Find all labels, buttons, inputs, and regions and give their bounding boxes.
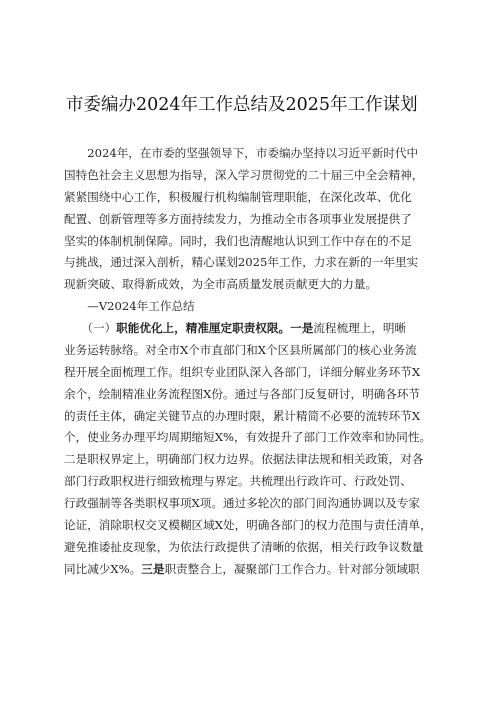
body-line: 余个，绘制精准业务流程图X份。通过与各部门反复研讨，明确各环节	[64, 386, 421, 401]
body-line: 部门行政职权进行细致梳理与界定。共梳理出行政许可、行政处罚、	[64, 474, 412, 489]
body-line: 论证，消除职权交叉模糊区域X处，明确各部门的权力范围与责任清单，	[64, 518, 432, 533]
last-line-rest: 职责整合上，凝聚部门工作合力。针对部分领域职	[164, 561, 420, 576]
section-heading	[64, 296, 444, 318]
sub-heading-bold: 职能优化上，精准厘定职责权限。	[116, 321, 291, 335]
body-line: 二是职权界定上，明确部门权力边界。依据法律法规和相关政策，对各	[64, 452, 424, 467]
body-line: 个，使业务办理平均周期缩短X%，有效提升了部门工作效率和协同性。	[64, 430, 432, 445]
sub-heading-lead: （一）	[64, 321, 117, 335]
body-line: 避免推诿扯皮现象，为依法行政提供了清晰的依据，相关行政争议数量	[64, 539, 424, 554]
intro-line: 与挑战，通过深入剖析，精心谋划2025年工作，力求在新的一年里实	[64, 255, 419, 270]
body-line: 的责任主体，确定关键节点的办理时限，累计精简不必要的流转环节X	[64, 408, 421, 423]
intro-line: 坚实的体制机制保障。同时，我们也清醒地认识到工作中存在的不足	[64, 233, 412, 248]
intro-line: 国特色社会主义思想为指导，深入学习贯彻党的二十届三中全会精神，	[64, 167, 424, 182]
sub-heading-line	[64, 318, 444, 340]
section-heading-text: —V2024年工作总结	[64, 299, 195, 313]
body-paragraph	[64, 318, 444, 581]
intro-line: 配置、创新管理等多方面持续发力，为推动全市各项事业发展提供了	[64, 211, 412, 226]
point-one-marker: 一是	[290, 321, 314, 335]
body-line: 程开展全面梳理工作。组织专业团队深入各部门，详细分解业务环节X	[64, 364, 421, 379]
document-title: 市委编办2024年工作总结及2025年工作谋划	[66, 95, 418, 115]
intro-line: 2024年，在市委的坚强领导下，市委编办坚持以习近平新时代中	[64, 146, 419, 160]
point-three-marker: 三是	[141, 561, 165, 576]
line-one-rest: 流程梳理上，明晰	[313, 321, 407, 335]
last-line-start: 同比减少X%。	[64, 561, 142, 576]
intro-paragraph	[64, 143, 444, 296]
intro-line: 紧紧围绕中心工作，积极履行机构编制管理职能，在深化改革、优化	[64, 189, 412, 204]
intro-line: 现新突破、取得新成效，为全市高质量发展贡献更大的力量。	[64, 277, 378, 292]
body-line: 业务运转脉络。对全市X个市直部门和X个区县所属部门的核心业务流	[64, 342, 417, 357]
last-body-line	[64, 559, 444, 581]
body-line: 行政强制等各类职权事项X项。通过多轮次的部门间沟通协调以及专家	[64, 496, 421, 511]
